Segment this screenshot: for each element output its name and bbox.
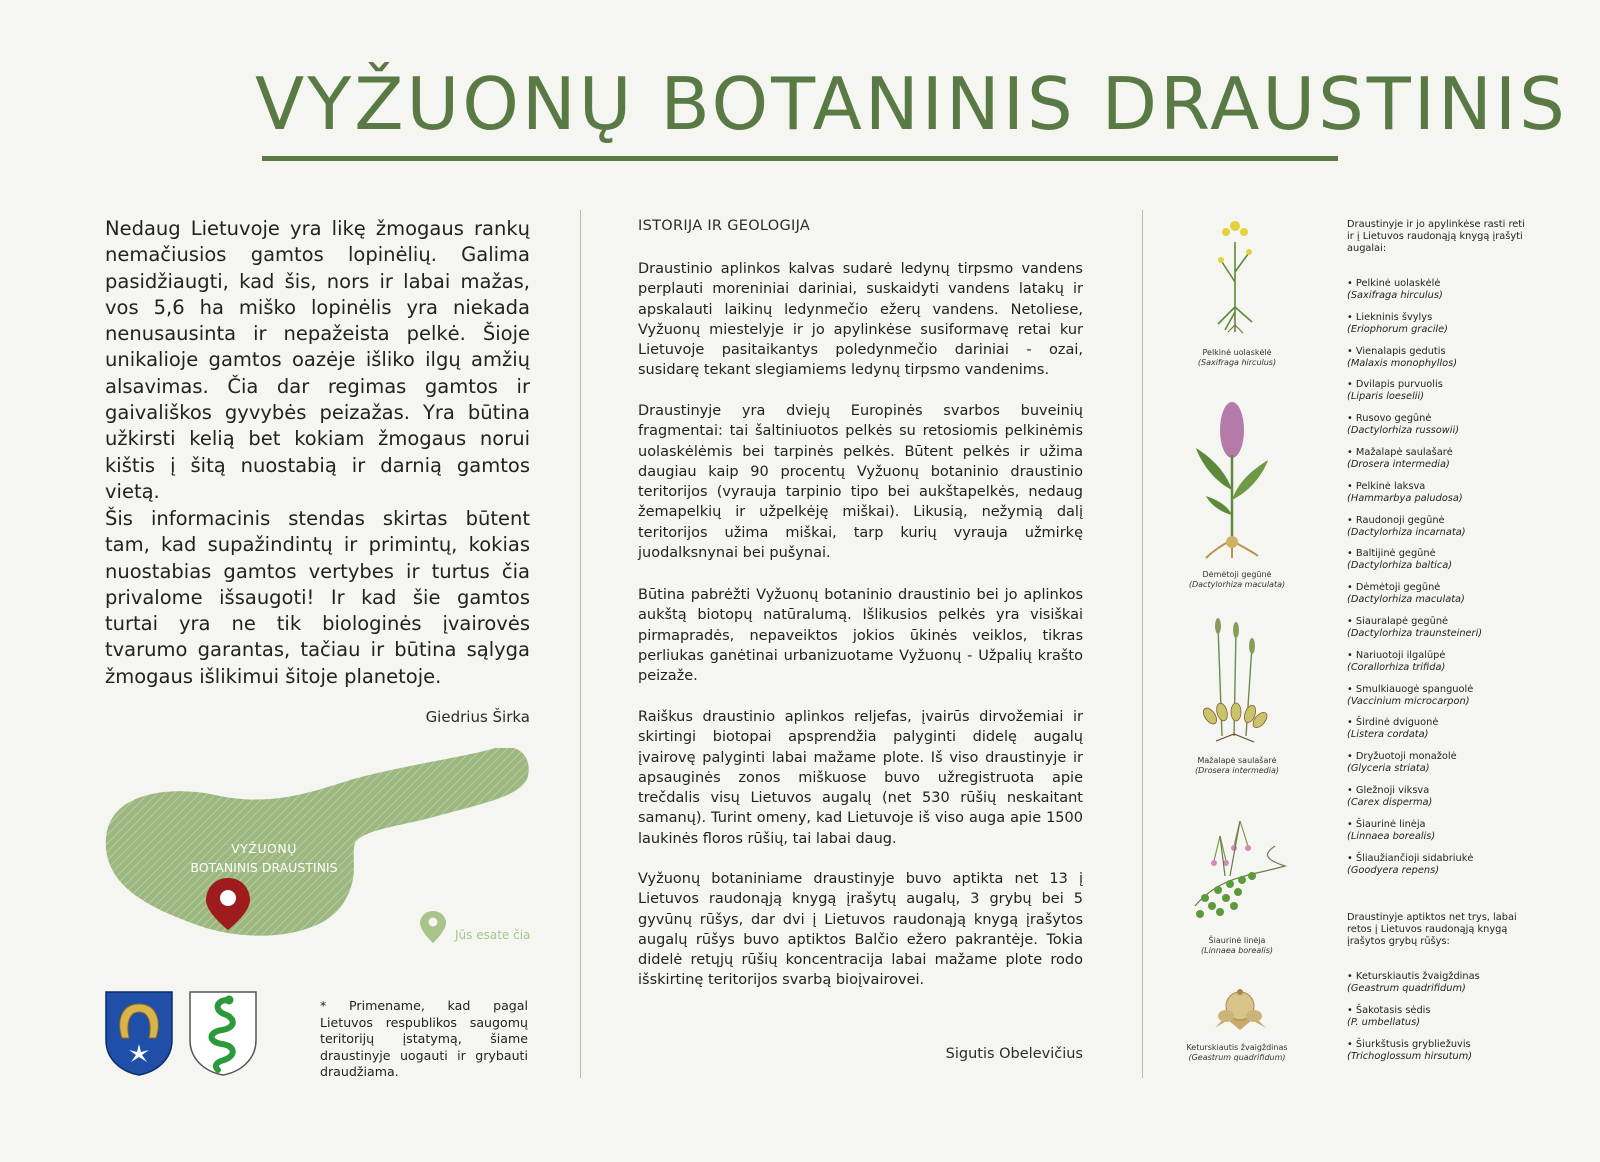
plant-caption: Šiaurinė linėja (Linnaea borealis) xyxy=(1200,936,1274,955)
saxifraga-plant-icon xyxy=(1200,212,1270,337)
species-item xyxy=(1347,413,1537,437)
species-name: • Širdinė dviguonė xyxy=(1347,717,1439,729)
species-item xyxy=(1347,312,1537,336)
species-scientific-name: (Dactylorhiza baltica) xyxy=(1347,560,1453,572)
reserve-map xyxy=(100,748,540,948)
species-scientific-name: (Hammarbya paludosa) xyxy=(1347,492,1463,504)
history-paragraph-4: Raiškus draustinio aplinkos reljefas, įvairūs dirvožemiai ir skirtingi biotopai apsprendžia palyginti didelę augalų įvairovę palyginti labai mažame plote. Iš viso draustinyje ir apsauginės zonos miškuose buvo užregistruota apie trečdalis visų Lietuvos augalų (net 530 rūšių neskaitant samanų). Turint omeny, kad Lietuvoje iš viso auga apie 1500 laukinės floros rūšių, tai labai daug. xyxy=(638,709,1083,847)
snake-crest-icon xyxy=(188,990,258,1076)
orchid-plant-icon xyxy=(1192,400,1272,560)
species-item xyxy=(1347,785,1537,809)
history-paragraph-3: Būtina pabrėžti Vyžuonų botaninio draustinio bei jo aplinkos aukštą biotopų natūralumą. Išlikusios pelkės yra visiškai pirmapradės, nepaveiktos jokios ūkinės veiklos, tikras perliukas ganėtinai urbanizuotame Vyžuonų - Užpalių krašto peizaže. xyxy=(638,587,1083,685)
species-item xyxy=(1347,819,1537,843)
species-scientific-name: (Glyceria striata) xyxy=(1347,763,1430,775)
map-label-line1: VYŽUONŲ xyxy=(231,841,297,856)
species-scientific-name: (Eriophorum gracile) xyxy=(1347,323,1449,335)
species-name: • Šliaužiančioji sidabriukė xyxy=(1347,852,1474,864)
map-label-line2: BOTANINIS DRAUSTINIS xyxy=(190,860,338,875)
linnaea-plant-icon xyxy=(1190,806,1290,926)
you-are-here-label: Jūs esate čia xyxy=(455,928,531,942)
fungi-name: • Šiurkštusis grybliežuvis xyxy=(1347,1038,1471,1050)
species-name: • Baltijinė gegūnė xyxy=(1347,548,1436,560)
plant-caption: Dėmėtoji gegūnė (Dactylorhiza maculata) xyxy=(1188,570,1286,589)
species-name: • Gležnoji viksva xyxy=(1347,785,1430,796)
fungi-scientific-name: (P. umbellatus) xyxy=(1347,1016,1421,1028)
species-item xyxy=(1347,548,1537,572)
horseshoe-crest-icon xyxy=(104,990,174,1076)
species-item xyxy=(1347,751,1537,775)
species-scientific-name: (Carex disperma) xyxy=(1347,797,1433,808)
species-item xyxy=(1347,582,1537,606)
species-item xyxy=(1347,717,1537,741)
species-scientific-name: (Dactylorhiza traunsteineri) xyxy=(1347,628,1483,639)
species-name: • Pelkinė uolaskėlė xyxy=(1347,278,1441,289)
species-scientific-name: (Malaxis monophyllos) xyxy=(1347,357,1458,369)
species-item xyxy=(1347,515,1537,539)
species-item xyxy=(1347,447,1537,471)
fungi-scientific-name: (Geastrum quadrifidum) xyxy=(1347,983,1466,994)
species-item xyxy=(1347,650,1537,674)
species-scientific-name: (Saxifraga hirculus) xyxy=(1347,290,1443,301)
redbook-intro: Draustinyje ir jo apylinkėse rasti reti ir į Lietuvos raudonąją knygą įrašyti augalai: xyxy=(1347,219,1525,254)
species-scientific-name: (Goodyera repens) xyxy=(1347,864,1440,876)
fungi-item xyxy=(1347,1039,1537,1063)
fungi-item xyxy=(1347,1005,1537,1029)
species-scientific-name: (Drosera intermedia) xyxy=(1347,459,1450,470)
column-divider-right xyxy=(1142,210,1143,1078)
intro-paragraph-1: Nedaug Lietuvoje yra likę žmogaus rankų nemačiusios gamtos lopinėlių. Galima pasidžiaugti, kad šis, nors ir labai mažas, vos 5,6 ha miško lopinėlis yra niekada nenusausinta ir nepažeista pelkė. Šioje unikalioje gamtos oazėje išliko ilgų amžių alsavimas. Čia dar regimas gamtos ir gaivališkos gyvybės peizažas. Yra būtina užkirsti kelią bet kokiam žmogaus norui kištis į šitą nuostabią ir darnią gamtos vietą. xyxy=(105,217,530,503)
species-scientific-name: (Linnaea borealis) xyxy=(1347,830,1436,842)
history-paragraph-2: Draustinyje yra dviejų Europinės svarbos buveinių fragmentai: tai šaltiniuotos pelkės su retosiomis pelkinėmis uolaskėlėmis bei tarpinės pelkės. Būtent pelkės ir užima daugiau kaip 90 procentų Vyžuonų botaninio draustinio teritorijos (vyrauja tarpinio tipo bei aukštapelkės, nedaug žemapelkių ir užpelkėję miškai). Likusią, nežymią dalį teritorijos užima miškai, tarp kurių vyrauja užmirkę juodalksnynai bei pušynai. xyxy=(638,403,1083,562)
species-name: • Pelkinė laksva xyxy=(1347,480,1426,492)
species-name: • Vienalapis gedutis xyxy=(1347,345,1446,357)
page-title: VYŽUONŲ BOTANINIS DRAUSTINIS xyxy=(255,62,1568,146)
history-heading: ISTORIJA IR GEOLOGIJA xyxy=(638,218,811,234)
species-scientific-name: (Dactylorhiza incarnata) xyxy=(1347,526,1466,538)
species-name: • Siauralapė gegūnė xyxy=(1347,616,1449,627)
reserve-area xyxy=(106,748,529,936)
species-item xyxy=(1347,616,1537,640)
history-author: Sigutis Obelevičius xyxy=(945,1046,1083,1062)
species-name: • Raudonoji gegūnė xyxy=(1347,514,1445,526)
fungi-name: • Šakotasis sėdis xyxy=(1347,1004,1431,1016)
earthstar-fungus-icon xyxy=(1210,982,1270,1037)
fungi-name: • Keturskiautis žvaigždinas xyxy=(1347,971,1480,982)
species-name: • Nariuotoji ilgalūpė xyxy=(1347,649,1446,661)
species-item xyxy=(1347,853,1537,877)
species-item xyxy=(1347,481,1537,505)
history-paragraph-5: Vyžuonų botaniniame draustinyje buvo aptikta net 13 į Lietuvos raudonąją knygą įrašytų augalų, 3 grybų bei 5 gyvūnų rūšys, dar dvi į Lietuvos raudonąją knygą įrašytos augalų rūšys buvo aptiktos Balčio ežero pakrantėje. Tokia didelė retųjų rūšių koncentracija labai mažame plote rodo išskirtinę teritorijos svarbą bioįvairovei. xyxy=(638,871,1083,989)
species-scientific-name: (Dactylorhiza russowii) xyxy=(1347,425,1460,437)
species-scientific-name: (Listera cordata) xyxy=(1347,729,1429,741)
species-scientific-name: (Vaccinium microcarpon) xyxy=(1347,695,1470,707)
species-name: • Dryžuotoji monažolė xyxy=(1347,751,1457,763)
fungi-scientific-name: (Trichoglossum hirsutum) xyxy=(1347,1050,1473,1062)
fungi-intro: Draustinyje aptiktos net trys, labai retos į Lietuvos raudonąją knygą įrašytos grybų rūšys: xyxy=(1347,912,1517,947)
species-item xyxy=(1347,346,1537,370)
species-item xyxy=(1347,379,1537,403)
column-divider-left xyxy=(580,210,581,1078)
intro-author: Giedrius Širka xyxy=(425,708,530,726)
intro-paragraph-2: Šis informacinis stendas skirtas būtent tam, kad supažindintų ir primintų, kokias nuostabias gamtos vertybes ir turtus čia privalome išsaugoti! Ir kad šie gamtos turtai yra ne tik biologinės įvairovės tvarumo garantas, tačiau ir būtina sąlyga žmogaus išlikimui šitoje planetoje. xyxy=(105,507,530,688)
history-paragraph-1: Draustinio aplinkos kalvas sudarė ledynų tirpsmo vandens perplauti moreniniai dariniai, suskaidyti vandens latakų ir apskalauti laikinų ledynmečio ežerų vandens. Netoliese, Vyžuonų miestelyje ir jo apylinkėse susiformavę retai kur Lietuvoje pasitaikantys poledynmečio dariniai - ozai, susidarę tekant slegiamiems ledynų tirpsmo vandenims. xyxy=(638,261,1083,379)
species-name: • Mažalapė saulašarė xyxy=(1347,447,1453,458)
species-name: • Rusovo gegūnė xyxy=(1347,413,1432,425)
plant-caption: Pelkinė uolaskėlė (Saxifraga hirculus) xyxy=(1197,348,1277,367)
you-are-here-pin-icon xyxy=(420,911,446,943)
species-name: • Šiaurinė linėja xyxy=(1347,818,1426,830)
species-name: • Liekninis švylys xyxy=(1347,311,1433,323)
plant-caption: Mažalapė saulašarė (Drosera intermedia) xyxy=(1195,756,1279,775)
species-name: • Smulkiauogė spanguolė xyxy=(1347,683,1474,695)
sundew-plant-icon xyxy=(1196,616,1272,746)
title-underline xyxy=(262,156,1338,161)
species-item xyxy=(1347,278,1537,302)
species-name: • Dėmėtoji gegūnė xyxy=(1347,582,1441,594)
species-scientific-name: (Corallorhiza trifida) xyxy=(1347,661,1446,673)
species-item xyxy=(1347,684,1537,708)
species-name: • Dvilapis purvuolis xyxy=(1347,379,1443,391)
species-scientific-name: (Liparis loeselii) xyxy=(1347,391,1425,403)
species-scientific-name: (Dactylorhiza maculata) xyxy=(1347,594,1465,606)
prohibition-note: * Primename, kad pagal Lietuvos respublikos saugomų teritorijų įstatymą, šiame draustinyje uogauti ir grybauti draudžiama. xyxy=(320,998,528,1079)
plant-caption: Keturskiautis žvaigždinas (Geastrum quadrifidum) xyxy=(1186,1043,1288,1062)
fungi-item xyxy=(1347,971,1537,995)
